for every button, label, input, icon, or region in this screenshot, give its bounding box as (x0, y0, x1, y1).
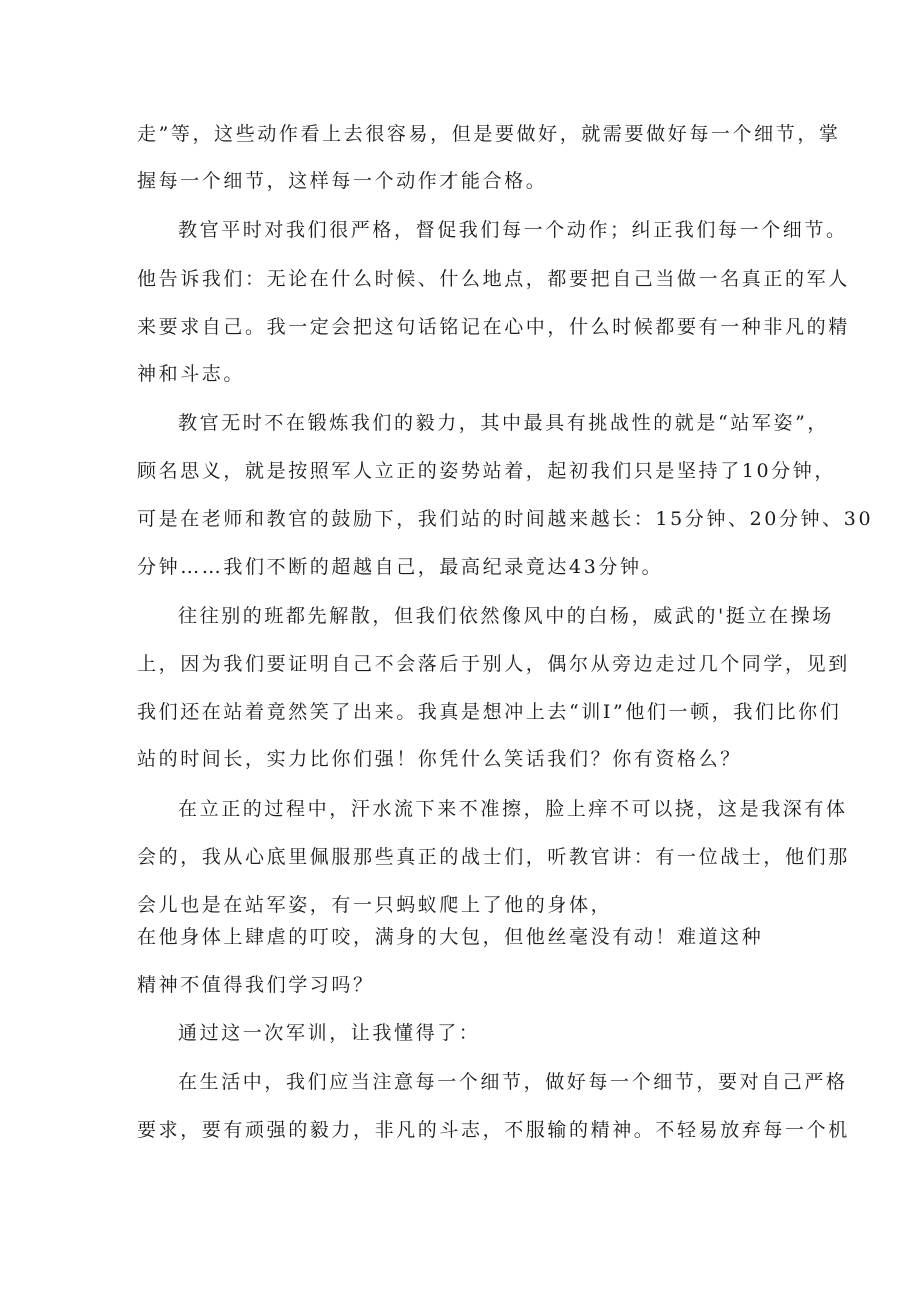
text-line: 在他身体上肆虐的叮咬，满身的大包，但他丝毫没有动！难道这种 (137, 926, 764, 948)
text-line: 会的，我从心底里佩服那些真正的战士们，听教官讲：有一位战士，他们那 (137, 846, 850, 868)
text-line: 走”等，这些动作看上去很容易，但是要做好，就需要做好每一个细节，掌 (137, 123, 841, 145)
text-line: 精神不值得我们学习吗？ (137, 974, 375, 996)
text-line: 站的时间长，实力比你们强！你凭什么笑话我们？你有资格么？ (137, 748, 742, 770)
text-line: 来要求自己。我一定会把这句话铭记在心中，什么时候都要有一种非凡的精 (137, 316, 850, 338)
paragraph-start: 在生活中，我们应当注意每一个细节，做好每一个细节，要对自己严格 (178, 1071, 848, 1093)
text-line: 上，因为我们要证明自己不会落后于别人，偶尔从旁边走过几个同学，见到 (137, 653, 850, 675)
text-line: 神和斗志。 (137, 363, 246, 385)
text-line: 可是在老师和教官的鼓励下，我们站的时间越来越长：15分钟、20分钟、30 (137, 508, 874, 530)
paragraph-start: 教官平时对我们很严格，督促我们每一个动作；纠正我们每一个细节。 (178, 219, 848, 241)
text-line: 他告诉我们：无论在什么时候、什么地点，都要把自己当做一名真正的军人 (137, 268, 850, 290)
paragraph-start: 教官无时不在锻炼我们的毅力，其中最具有挑战性的就是“站军姿”， (178, 412, 830, 434)
text-line: 会儿也是在站军姿，有一只蚂蚁爬上了他的身体， (137, 894, 613, 916)
text-line: 分钟……我们不断的超越自己，最高纪录竟达43分钟。 (137, 556, 664, 578)
text-line: 顾名思义，就是按照军人立正的姿势站着，起初我们只是坚持了10分钟， (137, 460, 836, 482)
text-line: 要求，要有顽强的毅力，非凡的斗志，不服输的精神。不轻易放弃每一个机 (137, 1119, 850, 1141)
text-line: 我们还在站着竟然笑了出来。我真是想冲上去“训I”他们一顿，我们比你们 (137, 701, 842, 723)
text-line: 握每一个细节，这样每一个动作才能合格。 (137, 170, 548, 192)
paragraph-start: 在立正的过程中，汗水流下来不准擦，脸上痒不可以挠，这是我深有体 (178, 798, 848, 820)
paragraph-start: 通过这一次军训，让我懂得了： (178, 1022, 481, 1044)
paragraph-start: 往往别的班都先解散，但我们依然像风中的白杨，威武的'挺立在操场 (178, 605, 834, 627)
